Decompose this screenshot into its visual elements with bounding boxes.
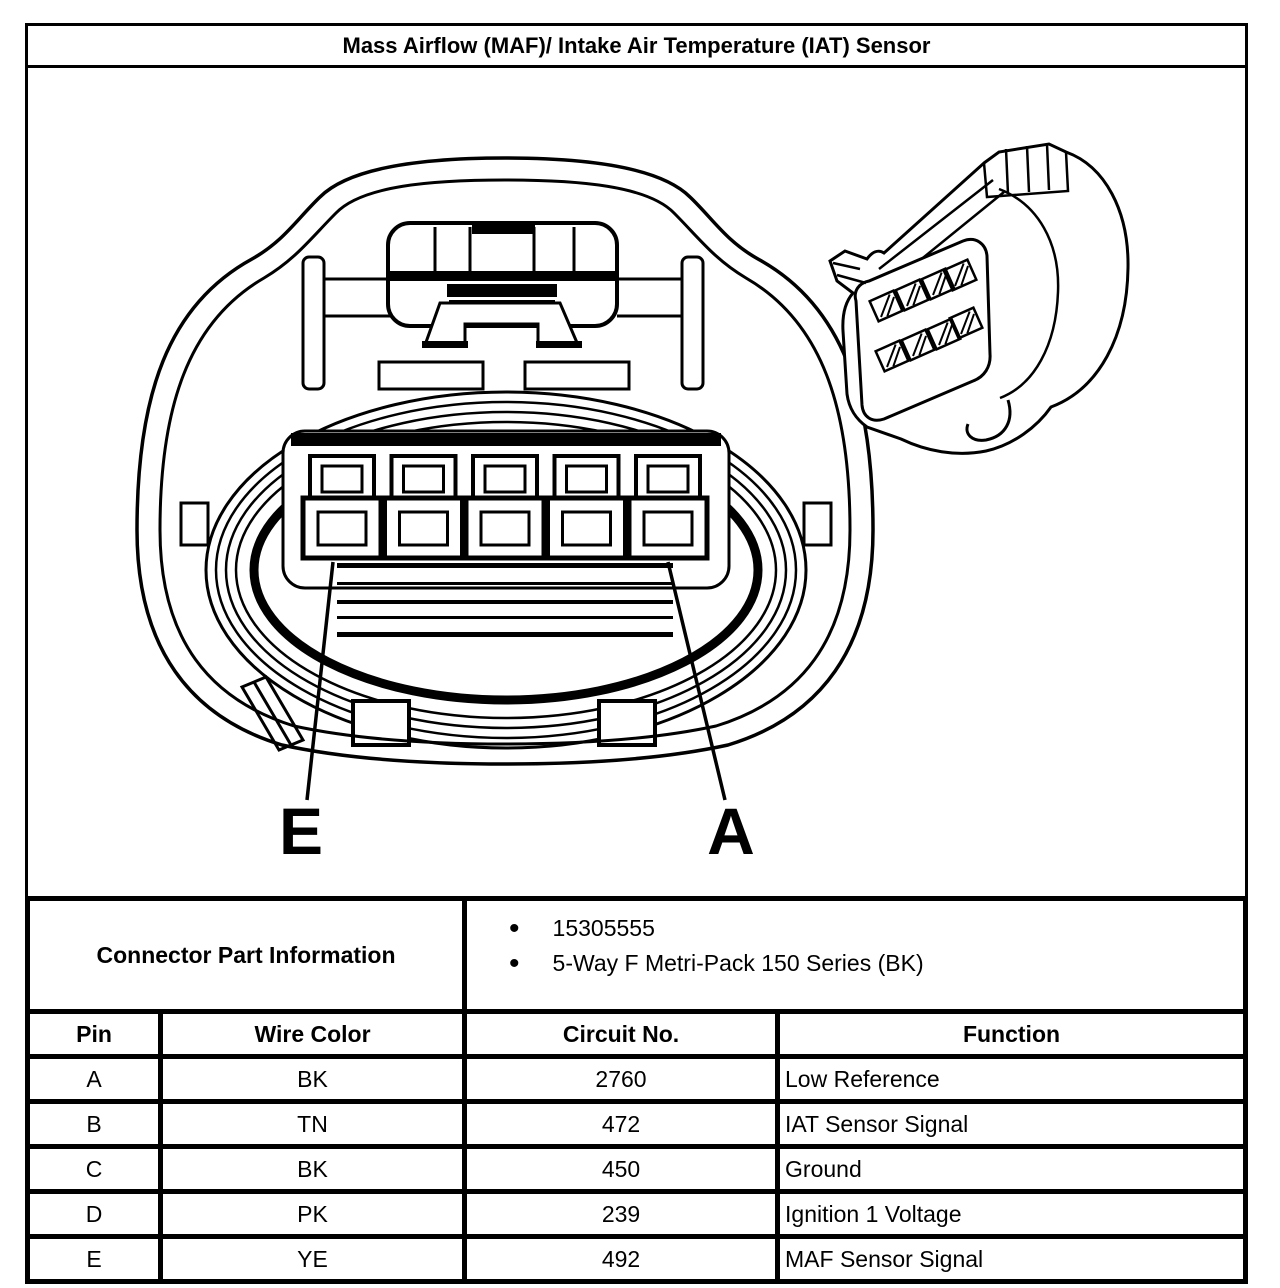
side-tab-left — [181, 503, 208, 545]
pin-label-e: E — [278, 794, 324, 868]
terminals — [303, 456, 707, 558]
index-notch — [242, 677, 303, 750]
bullet-icon: • — [509, 947, 520, 980]
pin-label-a: A — [707, 794, 755, 868]
table-row — [28, 1192, 1246, 1237]
connector-part-number: 15305555 — [552, 915, 655, 941]
page-title: Mass Airflow (MAF)/ Intake Air Temperature (IAT) Sensor — [342, 32, 931, 58]
table-row — [28, 1147, 1246, 1192]
wire-color-cell: YE — [161, 1237, 465, 1282]
pin-cell: C — [28, 1147, 161, 1192]
function-cell: Ignition 1 Voltage — [778, 1192, 1246, 1237]
pin-cell: D — [28, 1192, 161, 1237]
perspective-view — [830, 144, 1128, 453]
top-key-left — [379, 362, 483, 389]
function-cell: MAF Sensor Signal — [778, 1237, 1246, 1282]
header-circuit-no: Circuit No. — [465, 1012, 778, 1057]
side-tab-right — [804, 503, 831, 545]
function-cell: Low Reference — [778, 1057, 1246, 1102]
circuit-no-cell: 239 — [465, 1192, 778, 1237]
table-row — [28, 1057, 1246, 1102]
top-key-right — [525, 362, 629, 389]
pin-cell: A — [28, 1057, 161, 1102]
header-wire-color: Wire Color — [161, 1012, 465, 1057]
circuit-no-cell: 450 — [465, 1147, 778, 1192]
connector-series-description: 5-Way F Metri-Pack 150 Series (BK) — [552, 950, 924, 976]
pinout-table — [25, 896, 1248, 1284]
header-pin: Pin — [28, 1012, 161, 1057]
header-function: Function — [778, 1012, 1246, 1057]
connector-part-info-label: Connector Part Information — [96, 941, 396, 968]
circuit-no-cell: 2760 — [465, 1057, 778, 1102]
terminal-e — [303, 456, 381, 558]
leader-line-a — [668, 562, 725, 800]
table-header-row — [28, 1012, 1246, 1057]
circuit-no-cell: 492 — [465, 1237, 778, 1282]
terminal-d — [385, 456, 463, 558]
latch-tower — [388, 223, 617, 348]
table-row — [28, 1102, 1246, 1147]
terminal-a — [629, 456, 707, 558]
terminal-b — [548, 456, 626, 558]
bullet-icon: • — [509, 912, 520, 945]
terminal-c — [466, 456, 544, 558]
connector-part-info-values-cell — [465, 899, 1246, 1012]
circuit-no-cell: 472 — [465, 1102, 778, 1147]
wire-color-cell: BK — [161, 1147, 465, 1192]
wire-color-cell: TN — [161, 1102, 465, 1147]
front-view — [137, 158, 873, 868]
wire-color-cell: PK — [161, 1192, 465, 1237]
pin-cell: B — [28, 1102, 161, 1147]
connector-diagram — [28, 68, 1245, 896]
list-item — [509, 911, 1243, 946]
title-box — [25, 23, 1248, 68]
pin-cell: E — [28, 1237, 161, 1282]
function-cell: Ground — [778, 1147, 1246, 1192]
list-item — [509, 946, 1243, 981]
connector-part-info-label-cell — [28, 899, 465, 1012]
wire-color-cell: BK — [161, 1057, 465, 1102]
function-cell: IAT Sensor Signal — [778, 1102, 1246, 1147]
connector-diagram-box — [25, 68, 1248, 899]
connector-part-info-row — [28, 899, 1246, 1012]
table-row — [28, 1237, 1246, 1282]
